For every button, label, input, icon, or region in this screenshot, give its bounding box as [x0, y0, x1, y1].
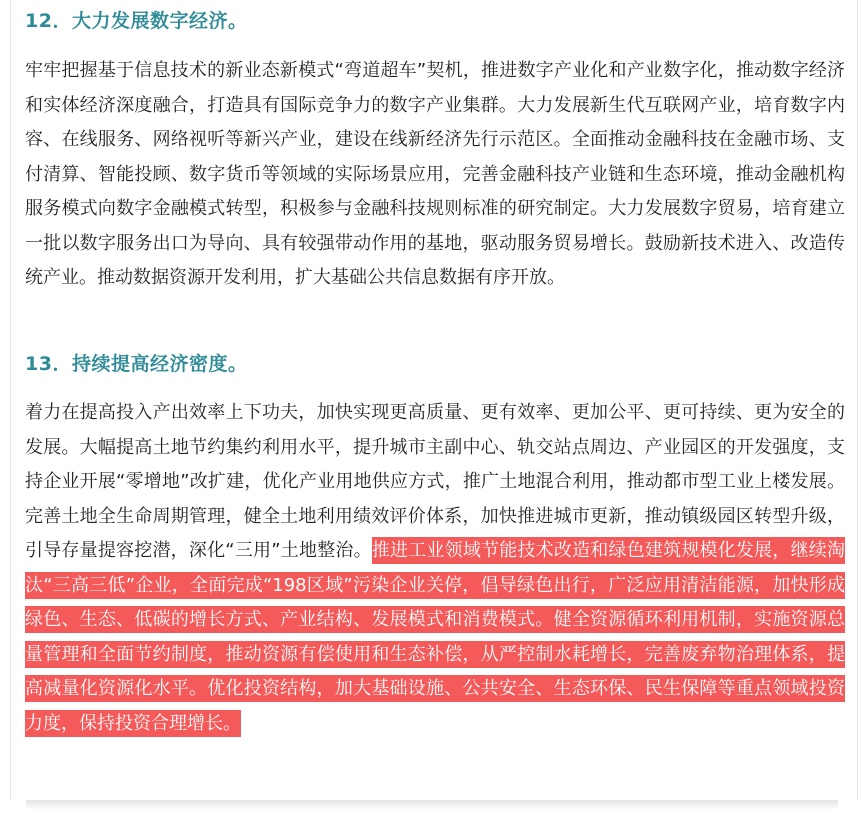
section-paragraph-13: [25, 396, 845, 741]
paragraph-plain-text: 着力在提高投入产出效率上下功夫，加快实现更高质量、更有效率、更加公平、更可持续、更为安全的发展。大幅提高土地节约集约利用水平，提升城市主副中心、轨交站点周边、产业园区的开发强度，支持企业开展“零增地”改扩建，优化产业用地供应方式，推广土地混合利用，推动都市型工业上楼发展。完善土地全生命周期管理，健全土地利用绩效评价体系，加快推进城市更新，推动镇级园区转型升级，引导存量提容挖潜，深化“三用”土地整治。: [25, 402, 845, 561]
card-shadow: [26, 800, 838, 810]
section-paragraph-12: 牢牢把握基于信息技术的新业态新模式“弯道超车”契机，推进数字产业化和产业数字化，推动数字经济和实体经济深度融合，打造具有国际竞争力的数字产业集群。大力发展新生代互联网产业，培育数字内容、在线服务、网络视听等新兴产业，建设在线新经济先行示范区。全面推动金融科技在金融市场、支付清算、智能投顾、数字货币等领域的实际场景应用，完善金融科技产业链和生态环境，推动金融机构服务模式向数字金融模式转型，积极参与金融科技规则标准的研究制定。大力发展数字贸易，培育建立一批以数字服务出口为导向、具有较强带动作用的基地，驱动服务贸易增长。鼓励新技术进入、改造传统产业。推动数据资源开发利用，扩大基础公共信息数据有序开放。: [25, 60, 845, 288]
highlighted-text: 推进工业领域节能技术改造和绿色建筑规模化发展，继续淘汰“三高三低”企业，全面完成“198区域”污染企业关停，倡导绿色出行，广泛应用清洁能源，加快形成绿色、生态、低碳的增长方式、产业结构、发展模式和消费模式。健全资源循环利用机制，实施资源总量管理和全面节约制度，推动资源有偿使用和生态补偿，从严控制水耗增长，完善废弃物治理体系，提高减量化资源化水平。优化投资结构，加大基础设施、公共安全、生态环保、民生保障等重点领域投资力度，保持投资合理增长。: [25, 537, 845, 737]
section-heading-12: 12．大力发展数字经济。: [25, 10, 248, 32]
section-heading-13: 13．持续提高经济密度。: [25, 353, 248, 375]
